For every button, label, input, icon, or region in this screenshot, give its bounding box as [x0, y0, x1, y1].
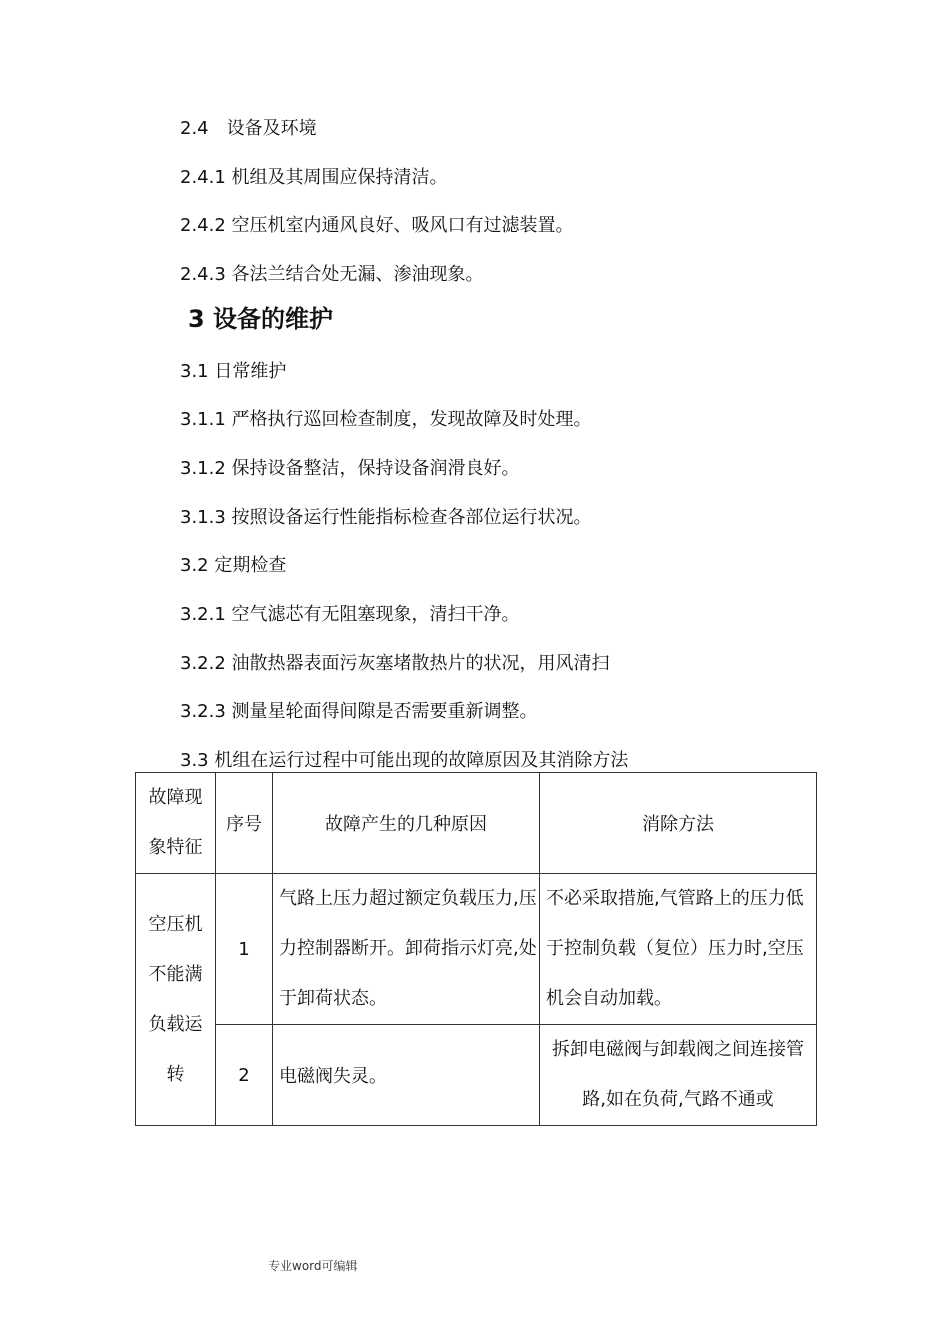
line-2-4: 2.4 设备及环境: [180, 118, 317, 139]
line-3-1: 3.1 日常维护: [180, 361, 287, 382]
line-2-4-3: 2.4.3 各法兰结合处无漏、渗油现象。: [180, 264, 484, 285]
table-row: [136, 1025, 817, 1126]
cause-cell: 电磁阀失灵。: [273, 1025, 540, 1126]
cause-cell: 气路上压力超过额定负载压力,压力控制器断开。卸荷指示灯亮,处于卸荷状态。: [273, 874, 540, 1025]
footer-note: 专业word可编辑: [268, 1259, 358, 1273]
line-3-1-1: 3.1.1 严格执行巡回检查制度，发现故障及时处理。: [180, 409, 592, 430]
header-remedy: 消除方法: [540, 773, 817, 874]
line-2-4-1: 2.4.1 机组及其周围应保持清洁。: [180, 167, 448, 188]
line-3-1-2: 3.1.2 保持设备整洁，保持设备润滑良好。: [180, 458, 520, 479]
fault-table: [135, 772, 817, 1126]
remedy-cell: 拆卸电磁阀与卸载阀之间连接管路,如在负荷,气路不通或: [540, 1025, 817, 1126]
remedy-cell: 不必采取措施,气管路上的压力低于控制负载（复位）压力时,空压机会自动加载。: [540, 874, 817, 1025]
line-3-2-3: 3.2.3 测量星轮面得间隙是否需要重新调整。: [180, 701, 538, 722]
row-number: 1: [216, 874, 273, 1025]
symptom-cell: 空压机不能满负载运转: [136, 874, 216, 1126]
line-3-3: 3.3 机组在运行过程中可能出现的故障原因及其消除方法: [180, 750, 629, 771]
line-3-1-3: 3.1.3 按照设备运行性能指标检查各部位运行状况。: [180, 507, 592, 528]
line-3-2: 3.2 定期检查: [180, 555, 287, 576]
header-symptom: 故障现象特征: [136, 773, 216, 874]
line-3-2-1: 3.2.1 空气滤芯有无阻塞现象，清扫干净。: [180, 604, 520, 625]
row-number: 2: [216, 1025, 273, 1126]
line-2-4-2: 2.4.2 空压机室内通风良好、吸风口有过滤装置。: [180, 215, 574, 236]
header-cause: 故障产生的几种原因: [273, 773, 540, 874]
section-heading: 3 设备的维护: [188, 305, 334, 333]
header-number: 序号: [216, 773, 273, 874]
table-row: [136, 874, 817, 1025]
line-3-2-2: 3.2.2 油散热器表面污灰塞堵散热片的状况，用风清扫: [180, 653, 610, 674]
table-header-row: [136, 773, 817, 874]
